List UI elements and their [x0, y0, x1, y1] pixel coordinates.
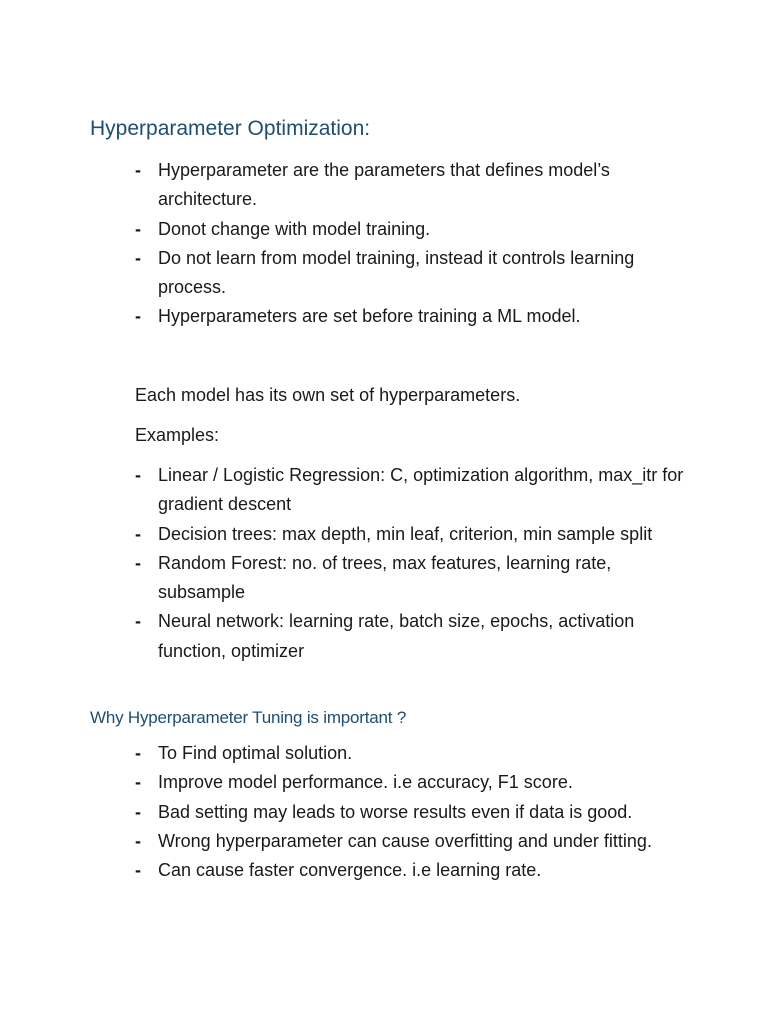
list-item	[135, 549, 695, 608]
list-item-text: Random Forest: no. of trees, max features, learning rate, subsample	[158, 552, 612, 603]
dash-marker: -	[135, 801, 141, 822]
list-item-text: Hyperparameters are set before training a ML model.	[158, 306, 581, 327]
dash-marker: -	[135, 611, 141, 632]
list-item	[135, 461, 695, 520]
importance-list	[135, 739, 695, 885]
list-item-text: Linear / Logistic Regression: C, optimization algorithm, max_itr for gradient descent	[158, 465, 684, 515]
dash-marker: -	[135, 523, 141, 544]
list-item-text: Can cause faster convergence. i.e learning rate.	[158, 860, 542, 881]
list-item-text: Bad setting may leads to worse results even if data is good.	[158, 801, 633, 822]
list-item	[135, 302, 695, 331]
list-item-text: Donot change with model training.	[158, 218, 431, 239]
dash-marker: -	[135, 772, 141, 793]
dash-marker: -	[135, 160, 141, 180]
dash-marker: -	[135, 465, 141, 485]
list-item	[135, 215, 695, 244]
paragraph-model-hyperparameters: Each model has its own set of hyperparameters.	[135, 385, 521, 405]
dash-marker: -	[135, 247, 141, 268]
dash-marker: -	[135, 552, 141, 573]
list-item	[135, 520, 695, 549]
examples-list	[135, 461, 695, 666]
list-item	[135, 827, 695, 856]
list-item	[135, 739, 695, 768]
list-item-text: Wrong hyperparameter can cause overfitting and under fitting.	[158, 830, 652, 851]
list-item-text: Decision trees: max depth, min leaf, criterion, min sample split	[158, 523, 653, 544]
list-item	[135, 244, 695, 303]
list-item	[135, 798, 695, 827]
dash-marker: -	[135, 306, 141, 327]
list-item-text: Neural network: learning rate, batch size, epochs, activation function, optimizer	[158, 611, 635, 661]
section-heading-hyperparameter-optimization: Hyperparameter Optimization:	[90, 117, 371, 140]
list-item	[135, 856, 695, 885]
section-heading-why-tuning: Why Hyperparameter Tuning is important ?	[90, 708, 407, 727]
list-item-text: Hyperparameter are the parameters that defines model’s architecture.	[158, 160, 610, 210]
list-item-text: To Find optimal solution.	[158, 743, 353, 763]
dash-marker: -	[135, 218, 141, 239]
paragraph-examples-label: Examples:	[135, 425, 220, 445]
list-item-text: Improve model performance. i.e accuracy, F1 score.	[158, 772, 573, 793]
list-item	[135, 768, 695, 797]
dash-marker: -	[135, 860, 141, 881]
list-item-text: Do not learn from model training, instead it controls learning process.	[158, 247, 635, 298]
definition-list	[135, 156, 695, 332]
list-item	[135, 156, 695, 215]
dash-marker: -	[135, 743, 141, 763]
list-item	[135, 607, 695, 666]
dash-marker: -	[135, 830, 141, 851]
